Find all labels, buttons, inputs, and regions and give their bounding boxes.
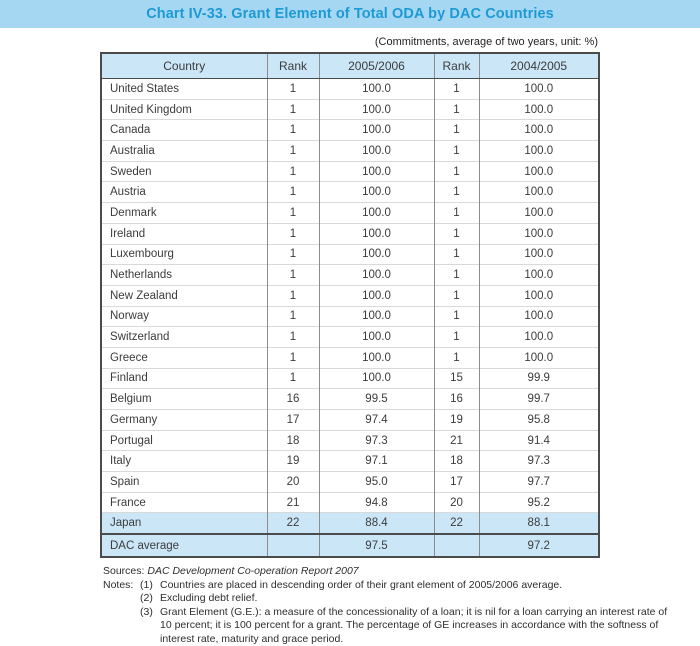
note-item — [140, 606, 678, 646]
cell-val1: 94.8 — [319, 492, 434, 513]
cell-country: DAC average — [101, 534, 267, 557]
cell-rank1: 20 — [267, 472, 319, 493]
cell-val2: 100.0 — [479, 141, 599, 162]
cell-country: Norway — [101, 306, 267, 327]
note-text: Excluding debt relief. — [160, 592, 258, 605]
cell-rank2: 16 — [434, 389, 479, 410]
cell-val1: 100.0 — [319, 120, 434, 141]
cell-val1: 95.0 — [319, 472, 434, 493]
cell-country: Portugal — [101, 430, 267, 451]
cell-val1: 100.0 — [319, 368, 434, 389]
cell-val1: 97.5 — [319, 534, 434, 557]
cell-val2: 100.0 — [479, 203, 599, 224]
chart-title: Chart IV-33. Grant Element of Total ODA by DAC Countries — [146, 6, 554, 22]
cell-country: Belgium — [101, 389, 267, 410]
cell-country: Italy — [101, 451, 267, 472]
cell-val1: 100.0 — [319, 182, 434, 203]
cell-val1: 100.0 — [319, 347, 434, 368]
cell-rank2: 1 — [434, 182, 479, 203]
cell-rank1: 1 — [267, 244, 319, 265]
cell-val2: 100.0 — [479, 327, 599, 348]
cell-country: Netherlands — [101, 265, 267, 286]
cell-country: Luxembourg — [101, 244, 267, 265]
cell-country: Switzerland — [101, 327, 267, 348]
cell-country: Greece — [101, 347, 267, 368]
cell-rank1: 19 — [267, 451, 319, 472]
table-row — [101, 492, 599, 513]
cell-val1: 100.0 — [319, 99, 434, 120]
cell-rank1: 18 — [267, 430, 319, 451]
table-row — [101, 141, 599, 162]
table-footer-row — [101, 534, 599, 557]
cell-rank2: 1 — [434, 244, 479, 265]
table-row — [101, 472, 599, 493]
cell-val2: 100.0 — [479, 347, 599, 368]
notes-section — [103, 565, 678, 646]
sources-label: Sources: — [103, 565, 148, 578]
cell-rank1: 1 — [267, 368, 319, 389]
note-number: (3) — [140, 605, 153, 618]
cell-country: Ireland — [101, 223, 267, 244]
col-header-rank-2004: Rank — [434, 53, 479, 79]
table-row — [101, 79, 599, 100]
cell-val2: 100.0 — [479, 120, 599, 141]
cell-val1: 100.0 — [319, 161, 434, 182]
col-header-rank-2005: Rank — [267, 53, 319, 79]
cell-val2: 100.0 — [479, 182, 599, 203]
cell-val1: 100.0 — [319, 203, 434, 224]
cell-val2: 95.8 — [479, 410, 599, 431]
source-line — [103, 565, 678, 579]
cell-rank1: 1 — [267, 161, 319, 182]
table-row — [101, 306, 599, 327]
cell-rank2: 1 — [434, 161, 479, 182]
cell-rank2: 22 — [434, 513, 479, 534]
cell-country: Japan — [101, 513, 267, 534]
table-row — [101, 99, 599, 120]
table-row — [101, 120, 599, 141]
table-row — [101, 161, 599, 182]
cell-val2: 100.0 — [479, 285, 599, 306]
note-item — [140, 579, 678, 593]
cell-rank1: 1 — [267, 306, 319, 327]
table-row — [101, 513, 599, 534]
cell-rank2: 1 — [434, 120, 479, 141]
cell-rank1: 1 — [267, 203, 319, 224]
cell-country: United States — [110, 82, 180, 95]
table-header-row — [101, 53, 599, 79]
cell-rank1: 1 — [267, 182, 319, 203]
notes-label: Notes: — [103, 578, 134, 591]
table-row — [101, 410, 599, 431]
cell-rank2: 17 — [434, 472, 479, 493]
cell-rank2: 18 — [434, 451, 479, 472]
sources-text: DAC Development Co-operation Report 2007 — [147, 565, 359, 578]
cell-val1: 100.0 — [319, 223, 434, 244]
cell-rank2: 1 — [434, 203, 479, 224]
note-number: (2) — [140, 592, 153, 605]
cell-val2: 97.2 — [479, 534, 599, 557]
table-row — [101, 430, 599, 451]
table-row — [101, 223, 599, 244]
table-row — [101, 368, 599, 389]
cell-val2: 100.0 — [479, 99, 599, 120]
note-text: Grant Element (G.E.): a measure of the concessionality of a loan; it is nil for a loan carrying an interest rate of 10 percent; it is 100 percent for a grant. The percentage of GE increases in accordance with the softness of interest rate, maturity and grace period. — [160, 605, 668, 645]
cell-val1: 100.0 — [319, 265, 434, 286]
table-row — [101, 451, 599, 472]
cell-country: Australia — [101, 141, 267, 162]
cell-rank2: 1 — [434, 285, 479, 306]
cell-rank1: 17 — [267, 410, 319, 431]
cell-rank1: 16 — [267, 389, 319, 410]
cell-val2: 100.0 — [479, 244, 599, 265]
cell-rank2: 1 — [434, 99, 479, 120]
table-row — [101, 265, 599, 286]
table-body — [101, 79, 599, 558]
cell-val2: 99.7 — [479, 389, 599, 410]
cell-rank2: 21 — [434, 430, 479, 451]
cell-country: Austria — [101, 182, 267, 203]
col-header-2004-2005: 2004/2005 — [479, 53, 599, 79]
cell-val1: 100.0 — [319, 306, 434, 327]
cell-val2: 97.7 — [479, 472, 599, 493]
cell-rank1: 1 — [267, 99, 319, 120]
table-row — [101, 347, 599, 368]
cell-rank1: 1 — [267, 327, 319, 348]
table-row — [101, 182, 599, 203]
cell-val2: 100.0 — [479, 306, 599, 327]
cell-val1: 88.4 — [319, 513, 434, 534]
unit-note: (Commitments, average of two years, unit: %) — [374, 36, 598, 48]
table-row — [101, 389, 599, 410]
cell-rank1: 1 — [267, 347, 319, 368]
cell-rank1: 1 — [267, 141, 319, 162]
cell-rank2: 20 — [434, 492, 479, 513]
table-row — [101, 327, 599, 348]
cell-val1: 97.1 — [319, 451, 434, 472]
cell-val2: 100.0 — [479, 161, 599, 182]
cell-rank1: 21 — [267, 492, 319, 513]
cell-country: Germany — [101, 410, 267, 431]
note-text: Countries are placed in descending order of their grant element of 2005/2006 average. — [160, 578, 563, 591]
cell-country: Denmark — [101, 203, 267, 224]
cell-val2: 95.2 — [479, 492, 599, 513]
cell-country: New Zealand — [101, 285, 267, 306]
col-header-country: Country — [101, 53, 267, 79]
cell-val1: 100.0 — [319, 79, 434, 100]
cell-rank2: 1 — [434, 347, 479, 368]
cell-country: Spain — [101, 472, 267, 493]
table-row — [101, 285, 599, 306]
cell-rank2: 1 — [434, 223, 479, 244]
cell-rank2: 1 — [434, 265, 479, 286]
oda-grant-element-table — [100, 52, 600, 558]
cell-country: France — [101, 492, 267, 513]
cell-val1: 99.5 — [319, 389, 434, 410]
cell-rank1: 1 — [267, 120, 319, 141]
cell-val1: 100.0 — [319, 327, 434, 348]
cell-val2: 100.0 — [479, 79, 599, 100]
cell-country: Sweden — [101, 161, 267, 182]
cell-val1: 100.0 — [319, 285, 434, 306]
note-item — [140, 592, 678, 606]
cell-country: United Kingdom — [101, 99, 267, 120]
cell-rank1: 1 — [267, 265, 319, 286]
cell-rank1: 1 — [267, 79, 319, 100]
cell-rank1 — [267, 534, 319, 557]
cell-rank2: 19 — [434, 410, 479, 431]
cell-val1: 97.3 — [319, 430, 434, 451]
cell-val2: 91.4 — [479, 430, 599, 451]
cell-rank2: 1 — [434, 141, 479, 162]
cell-country: Finland — [101, 368, 267, 389]
cell-val2: 100.0 — [479, 265, 599, 286]
cell-val2: 97.3 — [479, 451, 599, 472]
cell-val1: 97.4 — [319, 410, 434, 431]
cell-rank1: 1 — [267, 223, 319, 244]
cell-val2: 88.1 — [479, 513, 599, 534]
table-row — [101, 244, 599, 265]
notes-list — [140, 579, 678, 646]
col-header-2005-2006: 2005/2006 — [319, 53, 434, 79]
cell-val2: 99.9 — [479, 368, 599, 389]
cell-rank1: 22 — [267, 513, 319, 534]
cell-val1: 100.0 — [319, 244, 434, 265]
cell-rank2 — [434, 534, 479, 557]
note-number: (1) — [140, 578, 153, 591]
cell-rank2: 1 — [434, 306, 479, 327]
cell-val2: 100.0 — [479, 223, 599, 244]
cell-rank2: 1 — [434, 327, 479, 348]
notes-block — [103, 579, 678, 646]
cell-rank2: 15 — [434, 368, 479, 389]
table-row — [101, 203, 599, 224]
cell-rank2: 1 — [434, 79, 479, 100]
chart-title-bar — [0, 0, 700, 28]
cell-rank1: 1 — [267, 285, 319, 306]
cell-val1: 100.0 — [319, 141, 434, 162]
cell-country: Canada — [101, 120, 267, 141]
